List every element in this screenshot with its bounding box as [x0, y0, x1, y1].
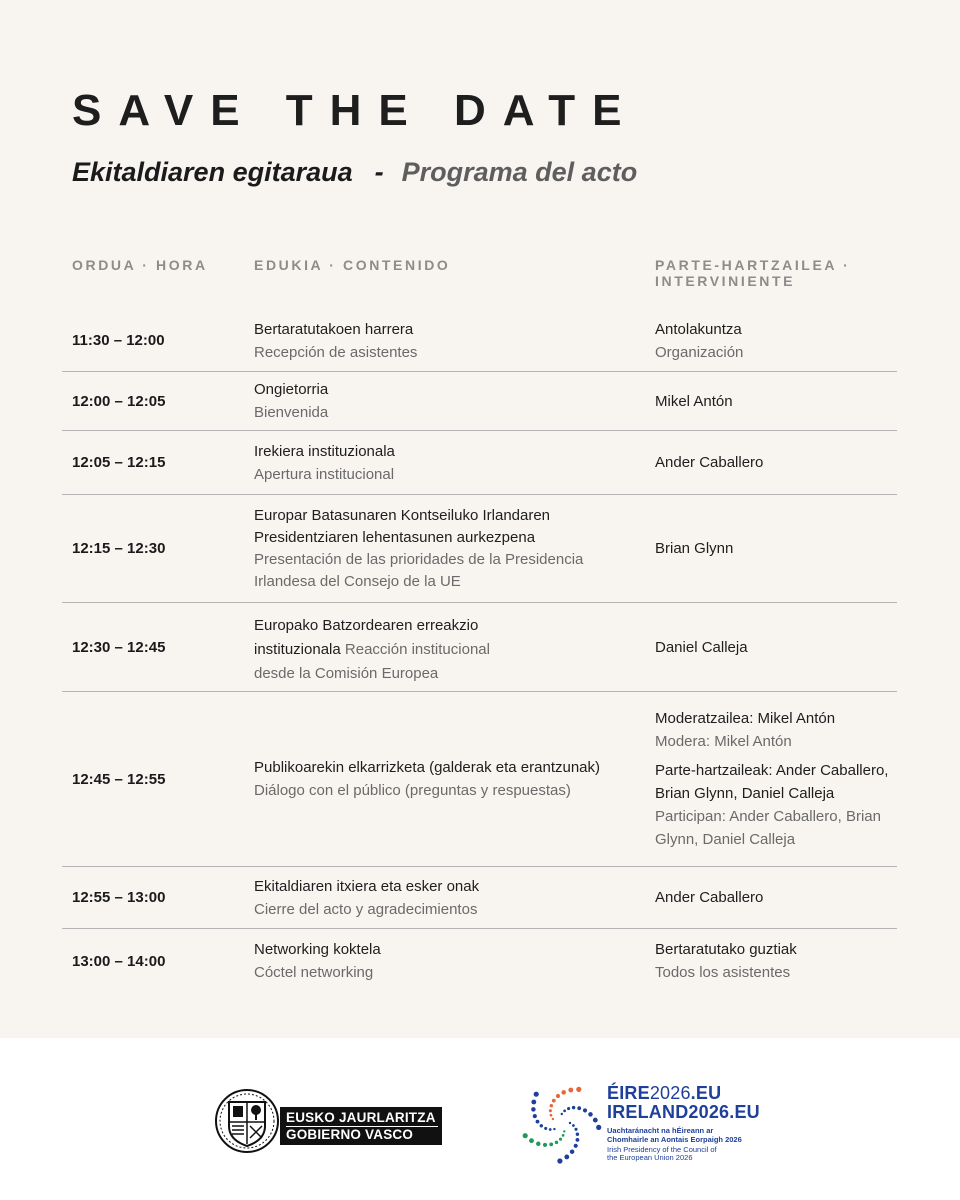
- participants-spanish: Participan: Ander Caballero, Brian Glynn, Daniel Calleja: [655, 808, 881, 848]
- schedule-row: [62, 603, 897, 692]
- schedule-row: [62, 692, 897, 867]
- row-content: [254, 603, 514, 691]
- row-time: 12:15 – 12:30: [72, 540, 166, 557]
- eire-2026-url: ÉIRE2026.EU: [607, 1083, 722, 1103]
- content-spanish: Apertura institucional: [254, 465, 395, 483]
- presidency-irish-line-1: Uachtaránacht na hÉireann ar: [607, 1126, 714, 1135]
- schedule-row: [62, 867, 897, 929]
- participant-spanish: Todos los asistentes: [655, 964, 791, 981]
- subtitle-separator: -: [374, 157, 384, 187]
- row-time: 12:45 – 12:55: [72, 770, 166, 788]
- content-spanish: Presentación de las prioridades de la Presidencia Irlandesa del Consejo de la UE: [254, 550, 584, 590]
- participant-basque: Bertaratutako guztiak: [655, 941, 797, 958]
- gv-line-spanish: GOBIERNO VASCO: [286, 1126, 438, 1143]
- moderator-spanish: Modera: Mikel Antón: [655, 733, 792, 750]
- subtitle-basque: Ekitaldiaren egitaraua: [72, 157, 353, 187]
- content-basque: Publikoarekin elkarrizketa (galderak eta erantzunak): [254, 759, 601, 776]
- schedule-row: [62, 431, 897, 495]
- row-participant: [655, 867, 905, 928]
- gv-line-basque: EUSKO JAURLARITZA: [286, 1110, 436, 1125]
- content-basque: Ongietorria: [254, 381, 329, 398]
- row-participant: [655, 929, 905, 993]
- row-time: 12:30 – 12:45: [72, 638, 166, 656]
- row-participant: [655, 310, 905, 371]
- participant-name: Daniel Calleja: [655, 638, 748, 656]
- participants-basque: Parte-hartzaileak: Ander Caballero, Brian Glynn, Daniel Calleja: [655, 762, 889, 802]
- row-time: 12:05 – 12:15: [72, 454, 166, 471]
- content-basque: Irekiera instituzionala: [254, 442, 395, 460]
- presidency-irish-line-2: Chomhairle an Aontais Eorpaigh 2026: [607, 1135, 742, 1144]
- content-spanish: Recepción de asistentes: [254, 343, 418, 361]
- row-content: [254, 310, 624, 371]
- row-participant: [655, 431, 905, 494]
- participant-name: Ander Caballero: [655, 889, 764, 906]
- participant-basque: Antolakuntza: [655, 320, 742, 338]
- row-content: [254, 372, 624, 430]
- row-time: 13:00 – 14:00: [72, 952, 166, 970]
- content-spanish: Cóctel networking: [254, 964, 374, 981]
- row-participant: [655, 692, 905, 866]
- row-content: [254, 929, 624, 993]
- page-title: SAVE THE DATE: [72, 86, 639, 135]
- row-time: 12:00 – 12:05: [72, 392, 166, 410]
- row-participant: [655, 495, 905, 602]
- schedule-row: [62, 372, 897, 431]
- basque-coat-of-arms-icon: [214, 1088, 280, 1154]
- irish-presidency-logo: [520, 1080, 760, 1166]
- footer: [0, 1038, 960, 1200]
- schedule-row: [62, 310, 897, 372]
- ireland-2026-url: IRELAND2026.EU: [607, 1102, 760, 1122]
- content-basque: Ekitaldiaren itxiera eta esker onak: [254, 877, 480, 895]
- gobierno-vasco-wordmark: [280, 1107, 442, 1145]
- content-spanish: Reacción institucional desde la Comisión Europea: [254, 641, 490, 682]
- content-basque: Networking koktela: [254, 941, 381, 958]
- column-header-participant: PARTE-HARTZAILEA · INTERVINIENTE: [655, 257, 851, 289]
- content-basque: Europar Batasunaren Kontseiluko Irlandaren Presidentziaren lehentasunen aurkezpena: [254, 506, 551, 546]
- participant-spanish: Organización: [655, 343, 744, 361]
- row-time: 11:30 – 12:00: [72, 332, 165, 349]
- content-spanish: Bienvenida: [254, 404, 329, 421]
- page-subtitle: [72, 157, 637, 187]
- row-content: [254, 692, 624, 866]
- row-participant: [655, 603, 905, 691]
- participant-name: Ander Caballero: [655, 454, 764, 471]
- content-spanish: Diálogo con el público (preguntas y respuestas): [254, 782, 571, 799]
- row-time: 12:55 – 13:00: [72, 889, 166, 906]
- content-basque: Bertaratutakoen harrera: [254, 320, 414, 338]
- column-header-content: EDUKIA · CONTENIDO: [254, 257, 451, 273]
- schedule-row: [62, 929, 897, 993]
- participant-name: Mikel Antón: [655, 392, 733, 410]
- moderator-basque: Moderatzailea: Mikel Antón: [655, 710, 836, 727]
- content-spanish: Cierre del acto y agradecimientos: [254, 900, 478, 918]
- gobierno-vasco-logo: [214, 1088, 442, 1154]
- content-basque: Europako Batzordearen erreakzio instituzionala: [254, 617, 479, 658]
- participant-name: Brian Glynn: [655, 540, 734, 557]
- row-content: [254, 431, 624, 494]
- row-participant: [655, 372, 905, 430]
- schedule-row: [62, 495, 897, 603]
- row-content: [254, 495, 624, 602]
- row-content: [254, 867, 624, 928]
- presidency-english-line-2: the European Union 2026: [607, 1153, 693, 1162]
- presidency-english-line-1: Irish Presidency of the Council of: [607, 1145, 717, 1154]
- subtitle-spanish: Programa del acto: [401, 157, 638, 187]
- column-header-time: ORDUA · HORA: [72, 257, 208, 273]
- irish-presidency-emblem-icon: [520, 1080, 602, 1166]
